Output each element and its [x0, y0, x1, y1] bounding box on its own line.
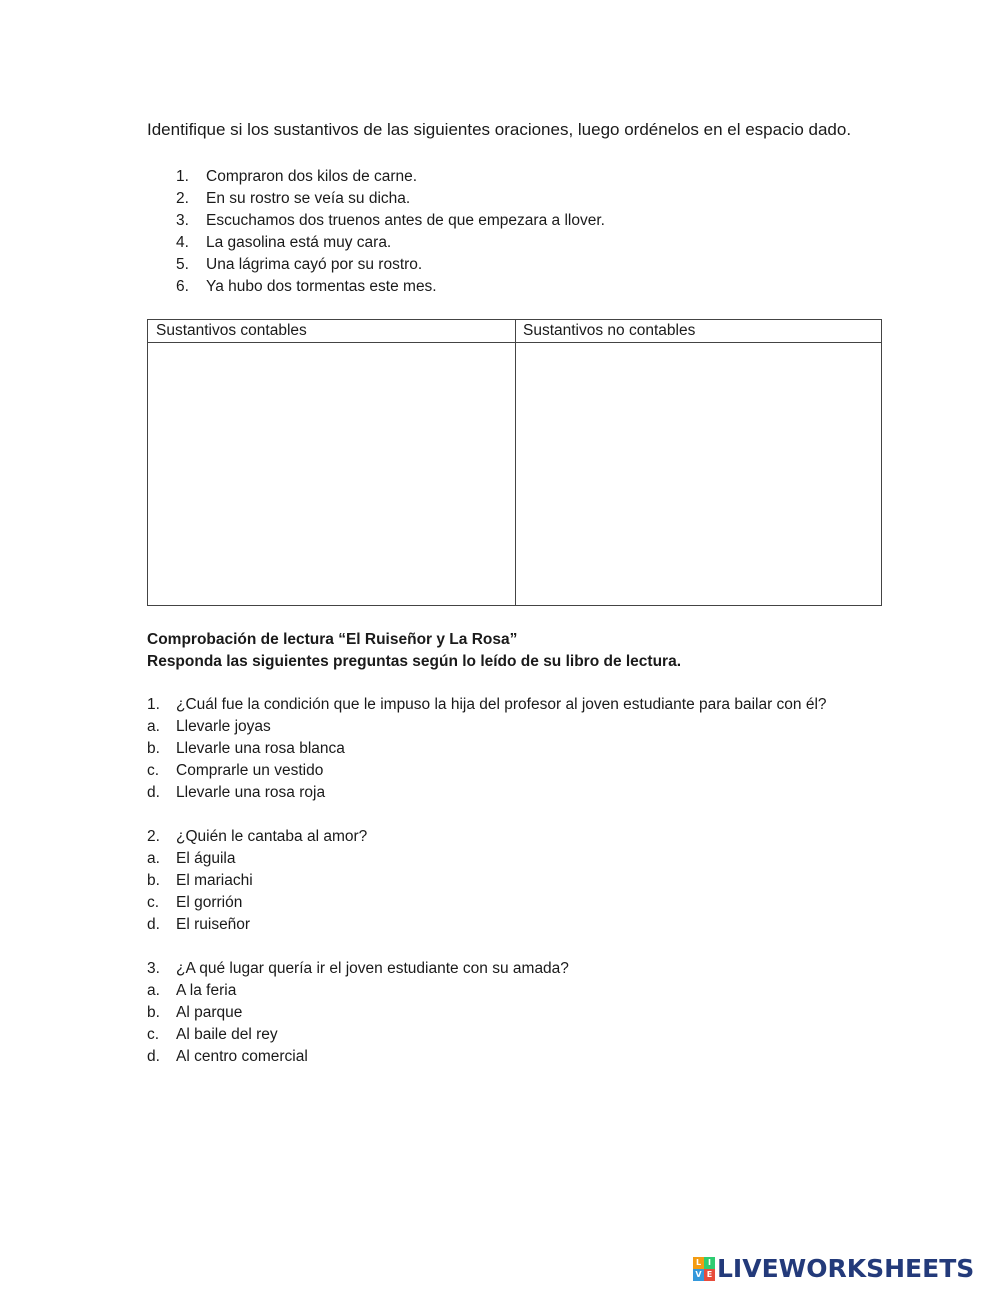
instruction-text: Identifique si los sustantivos de las siguientes oraciones, luego ordénelos en el espacio dado. — [147, 120, 852, 139]
sentence-item — [176, 254, 605, 276]
sentence-item — [176, 166, 605, 188]
option-letter: b. — [147, 872, 160, 889]
noun-classification-table — [147, 319, 882, 606]
logo-mark-letter: V — [693, 1269, 704, 1281]
sentence-text: Una lágrima cayó por su rostro. — [206, 256, 423, 273]
option-letter: b. — [147, 1004, 160, 1021]
sentence-text: En su rostro se veía su dicha. — [206, 190, 411, 207]
option-letter: c. — [147, 762, 160, 779]
sentence-number: 2. — [176, 190, 189, 207]
sentence-number: 3. — [176, 212, 189, 229]
sentence-item — [176, 232, 605, 254]
option-letter: d. — [147, 784, 160, 801]
sentence-number: 1. — [176, 168, 189, 185]
option-text: Llevarle una rosa blanca — [176, 740, 345, 757]
option-letter: c. — [147, 1026, 160, 1043]
question-number: 3. — [147, 960, 160, 977]
reading-check-subtitle: Responda las siguientes preguntas según lo leído de su libro de lectura. — [147, 653, 682, 670]
option-text: Llevarle joyas — [176, 718, 271, 735]
answer-option[interactable] — [147, 980, 569, 1002]
logo-wordmark: LIVEWORKSHEETS — [717, 1254, 975, 1283]
answer-option[interactable] — [147, 914, 367, 936]
option-letter: d. — [147, 916, 160, 933]
option-text: A la feria — [176, 982, 237, 999]
option-text: El águila — [176, 850, 236, 867]
option-letter: b. — [147, 740, 160, 757]
answer-option[interactable] — [147, 760, 827, 782]
logo-mark-letter: I — [704, 1257, 715, 1269]
countable-nouns-header: Sustantivos contables — [156, 322, 307, 339]
question-3 — [147, 958, 569, 1068]
option-text: Al parque — [176, 1004, 243, 1021]
option-text: Llevarle una rosa roja — [176, 784, 326, 801]
answer-option[interactable] — [147, 738, 827, 760]
sentence-number: 6. — [176, 278, 189, 295]
answer-option[interactable] — [147, 848, 367, 870]
sentence-item — [176, 188, 605, 210]
sentence-item — [176, 276, 605, 298]
sentence-number: 5. — [176, 256, 189, 273]
sentence-text: Escuchamos dos truenos antes de que empezara a llover. — [206, 212, 605, 229]
question-text: ¿Quién le cantaba al amor? — [176, 828, 368, 845]
logo-mark-letter: E — [704, 1269, 715, 1281]
question-text: ¿Cuál fue la condición que le impuso la hija del profesor al joven estudiante para bailar con él? — [176, 696, 827, 713]
live-badge-icon — [693, 1257, 715, 1281]
option-letter: a. — [147, 850, 160, 867]
question-2 — [147, 826, 367, 936]
sentence-list — [176, 166, 605, 298]
option-letter: a. — [147, 982, 160, 999]
uncountable-nouns-answer-area[interactable] — [516, 343, 881, 605]
question-prompt — [147, 826, 367, 848]
question-number: 1. — [147, 696, 160, 713]
question-prompt — [147, 694, 827, 716]
question-prompt — [147, 958, 569, 980]
question-text: ¿A qué lugar quería ir el joven estudiante con su amada? — [176, 960, 569, 977]
question-number: 2. — [147, 828, 160, 845]
countable-nouns-answer-area[interactable] — [148, 343, 515, 605]
logo-mark-letter: L — [693, 1257, 704, 1269]
reading-check-title: Comprobación de lectura “El Ruiseñor y La Rosa” — [147, 631, 518, 648]
option-text: Comprarle un vestido — [176, 762, 324, 779]
sentence-text: Ya hubo dos tormentas este mes. — [206, 278, 437, 295]
option-text: El mariachi — [176, 872, 253, 889]
sentence-text: La gasolina está muy cara. — [206, 234, 392, 251]
option-text: Al centro comercial — [176, 1048, 308, 1065]
option-text: El ruiseñor — [176, 916, 251, 933]
option-text: El gorrión — [176, 894, 243, 911]
answer-option[interactable] — [147, 716, 827, 738]
answer-option[interactable] — [147, 870, 367, 892]
option-letter: a. — [147, 718, 160, 735]
answer-option[interactable] — [147, 892, 367, 914]
answer-option[interactable] — [147, 1046, 569, 1068]
answer-option[interactable] — [147, 1024, 569, 1046]
sentence-item — [176, 210, 605, 232]
question-1 — [147, 694, 827, 804]
option-letter: c. — [147, 894, 160, 911]
reading-check-heading — [147, 629, 681, 673]
sentence-text: Compraron dos kilos de carne. — [206, 168, 418, 185]
answer-option[interactable] — [147, 1002, 569, 1024]
uncountable-nouns-header: Sustantivos no contables — [523, 322, 696, 339]
option-text: Al baile del rey — [176, 1026, 278, 1043]
sentence-number: 4. — [176, 234, 189, 251]
option-letter: d. — [147, 1048, 160, 1065]
liveworksheets-logo — [693, 1255, 974, 1283]
answer-option[interactable] — [147, 782, 827, 804]
